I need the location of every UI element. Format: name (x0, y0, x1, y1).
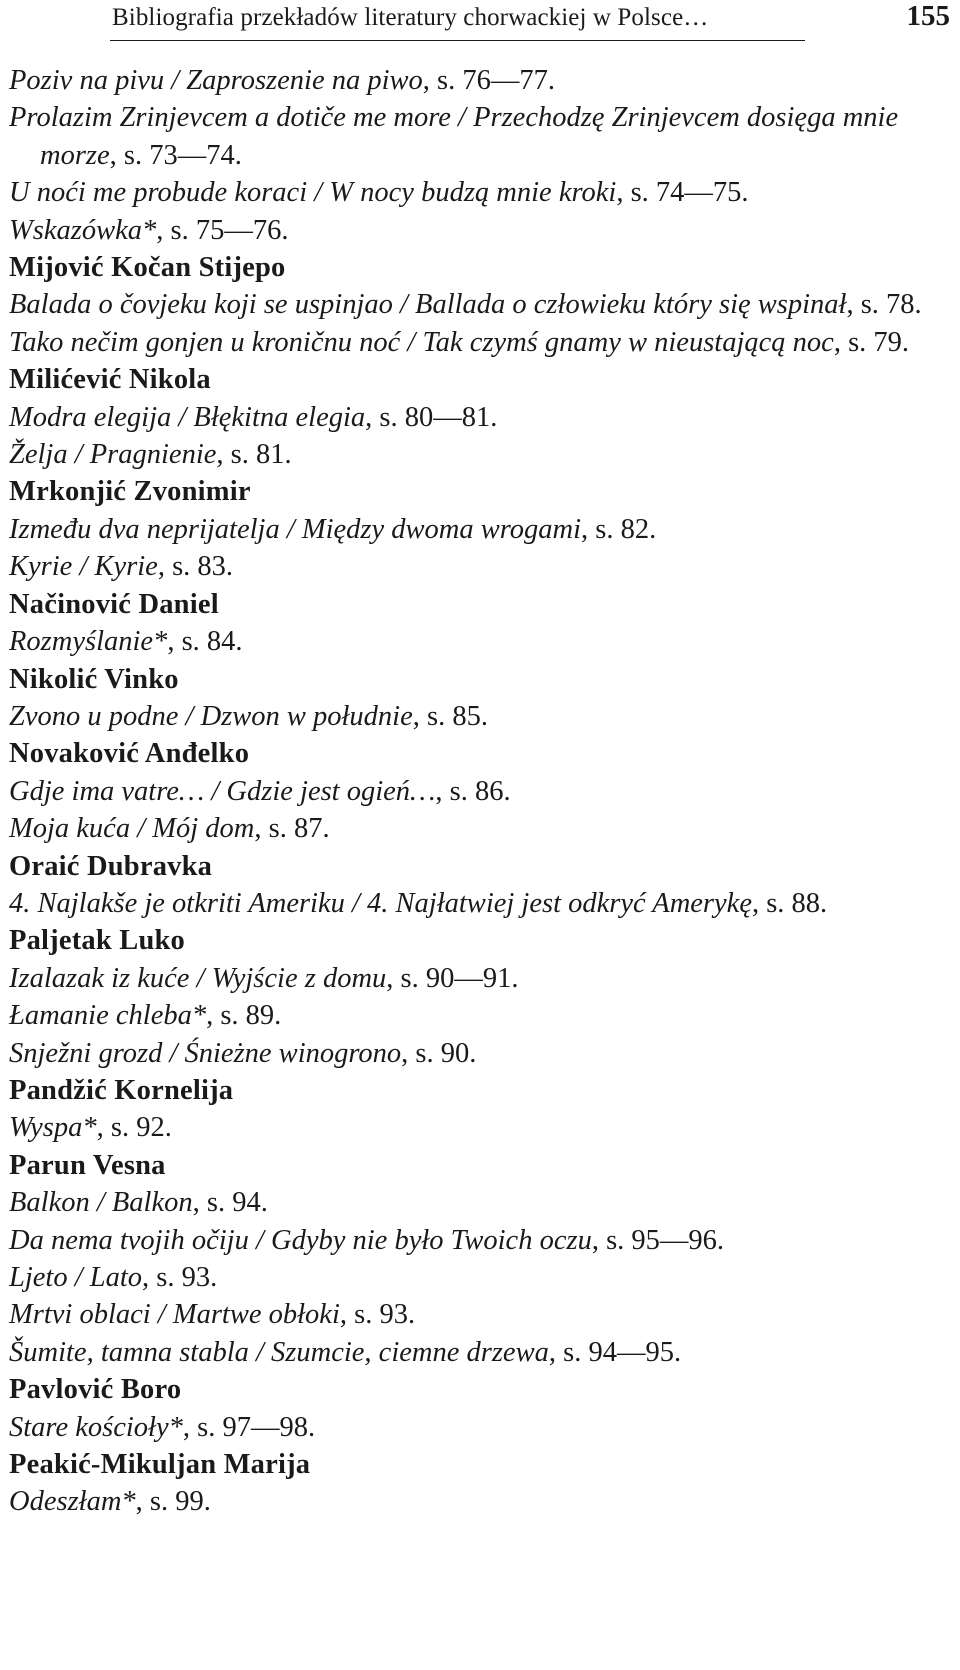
bibliography-entry (9, 1409, 954, 1446)
entry-page-ref: , s. 74—75. (616, 177, 749, 209)
entry-page-ref: , s. 85. (412, 700, 488, 732)
author-heading: Mrkonjić Zvonimir (9, 476, 251, 508)
author-heading: Parun Vesna (9, 1149, 166, 1181)
entry-title: Prolazim Zrinjevcem a dotiče me more / Przechodzę Zrinjevcem dosięga mnie morze (9, 102, 899, 171)
entry-title: Balada o čovjeku koji se uspinjao / Ballada o człowieku który się wspinał (9, 289, 847, 321)
entry-page-ref: , s. 97—98. (182, 1411, 316, 1443)
entry-title: Da nema tvojih očiju / Gdyby nie było Twoich oczu (9, 1224, 592, 1256)
entry-page-ref: , s. 89. (206, 1000, 282, 1032)
bibliography-entry (9, 698, 954, 735)
entry-title: Balkon / Balkon (9, 1187, 193, 1219)
entry-page-ref: , s. 84. (167, 626, 243, 658)
entry-title: Wyspa* (9, 1112, 97, 1144)
bibliography-entry (9, 1259, 954, 1296)
bibliography-entry (9, 997, 954, 1034)
author-heading: Pavlović Boro (9, 1374, 182, 1406)
author-heading: Pandžić Kornelija (9, 1074, 234, 1106)
entry-page-ref: , s. 94. (192, 1187, 268, 1219)
entry-page-ref: , s. 83. (157, 551, 234, 583)
entry-page-ref: , s. 81. (216, 439, 292, 471)
entry-page-ref: , s. 90—91. (386, 962, 519, 994)
header-rule (110, 40, 805, 41)
bibliography-entry (9, 286, 954, 323)
entry-title: Između dva neprijatelja / Między dwoma wrogami (9, 513, 582, 545)
entry-page-ref: , s. 80—81. (365, 401, 498, 433)
entry-title: Modra elegija / Błękitna elegia (9, 401, 366, 433)
entry-page-ref: , s. 75—76. (156, 214, 289, 246)
author-heading: Nikolić Vinko (9, 663, 179, 695)
author-heading: Mijović Kočan Stijepo (9, 252, 286, 284)
entry-title: Odeszłam* (9, 1486, 136, 1518)
author-heading: Paljetak Luko (9, 925, 185, 957)
bibliography-entry (9, 1296, 954, 1333)
entry-title: U noći me probude koraci / W nocy budzą mnie kroki (9, 177, 617, 209)
entry-page-ref: , s. 93. (339, 1299, 416, 1331)
entry-title: Snježni grozd / Śnieżne winogrono (9, 1037, 402, 1069)
entry-title: Tako nečim gonjen u kroničnu noć / Tak czymś gnamy w nieustającą noc (9, 326, 834, 358)
entry-page-ref: , s. 94—95. (548, 1336, 682, 1368)
bibliography-entry (9, 1334, 954, 1371)
bibliography-entry (9, 1222, 954, 1259)
entry-page-ref: , s. 90. (401, 1037, 477, 1069)
bibliography-list (9, 62, 954, 1521)
entry-title: Wskazówka* (9, 214, 157, 246)
entry-page-ref: , s. 95—96. (591, 1224, 725, 1256)
bibliography-entry (9, 399, 954, 436)
bibliography-entry (9, 212, 954, 249)
bibliography-entry (9, 1483, 954, 1520)
bibliography-entry (9, 511, 954, 548)
bibliography-entry (9, 436, 954, 473)
author-heading: Načinović Daniel (9, 588, 219, 620)
entry-page-ref: , s. 79. (833, 326, 910, 358)
bibliography-entry (9, 99, 954, 174)
bibliography-entry (9, 1035, 954, 1072)
entry-title: Mrtvi oblaci / Martwe obłoki (9, 1299, 340, 1331)
entry-title: Kyrie / Kyrie (9, 551, 158, 583)
bibliography-entry (9, 885, 954, 922)
entry-page-ref: , s. 92. (96, 1112, 172, 1144)
entry-page-ref: , s. 76—77. (422, 65, 555, 96)
entry-title: Stare kościoły* (9, 1411, 183, 1443)
bibliography-entry (9, 1109, 954, 1146)
bibliography-entry (9, 324, 954, 361)
bibliography-entry (9, 174, 954, 211)
bibliography-entry (9, 623, 954, 660)
entry-page-ref: , s. 86. (435, 775, 511, 807)
entry-page-ref: , s. 82. (581, 513, 657, 545)
bibliography-entry (9, 548, 954, 585)
entry-title: Łamanie chleba* (9, 1000, 207, 1032)
page-number: 155 (906, 0, 950, 32)
author-heading: Novaković Anđelko (9, 738, 250, 770)
bibliography-entry (9, 1184, 954, 1221)
entry-title: Moja kuća / Mój dom (9, 813, 255, 845)
bibliography-entry (9, 773, 954, 810)
bibliography-entry (9, 62, 954, 99)
entry-title: Ljeto / Lato (9, 1262, 143, 1293)
entry-page-ref: , s. 78. (846, 289, 922, 321)
author-heading: Peakić-Mikuljan Marija (9, 1449, 311, 1481)
entry-title: 4. Najlakše je otkriti Ameriku / 4. Najłatwiej jest odkryć Amerykę (9, 887, 752, 919)
entry-page-ref: , s. 87. (254, 813, 330, 845)
running-title: Bibliografia przekładów literatury chorwackiej w Polsce… (112, 4, 709, 31)
page-header (0, 0, 960, 50)
entry-title: Gdje ima vatre… / Gdzie jest ogień… (9, 775, 436, 807)
entry-title: Poziv na pivu / Zaproszenie na piwo (9, 65, 423, 96)
entry-title: Rozmyślanie* (9, 626, 168, 658)
entry-title: Želja / Pragnienie (9, 439, 217, 471)
entry-page-ref: , s. 99. (135, 1486, 211, 1518)
entry-title: Izalazak iz kuće / Wyjście z domu (9, 962, 387, 994)
entry-title: Šumite, tamna stabla / Szumcie, ciemne drzewa (9, 1336, 549, 1368)
bibliography-entry (9, 960, 954, 997)
entry-page-ref: , s. 93. (142, 1262, 218, 1293)
bibliography-entry (9, 810, 954, 847)
entry-title: Zvono u podne / Dzwon w południe (9, 700, 413, 732)
entry-page-ref: , s. 73—74. (109, 139, 242, 171)
author-heading: Milićević Nikola (9, 364, 211, 396)
entry-page-ref: , s. 88. (751, 887, 828, 919)
author-heading: Oraić Dubravka (9, 850, 213, 882)
